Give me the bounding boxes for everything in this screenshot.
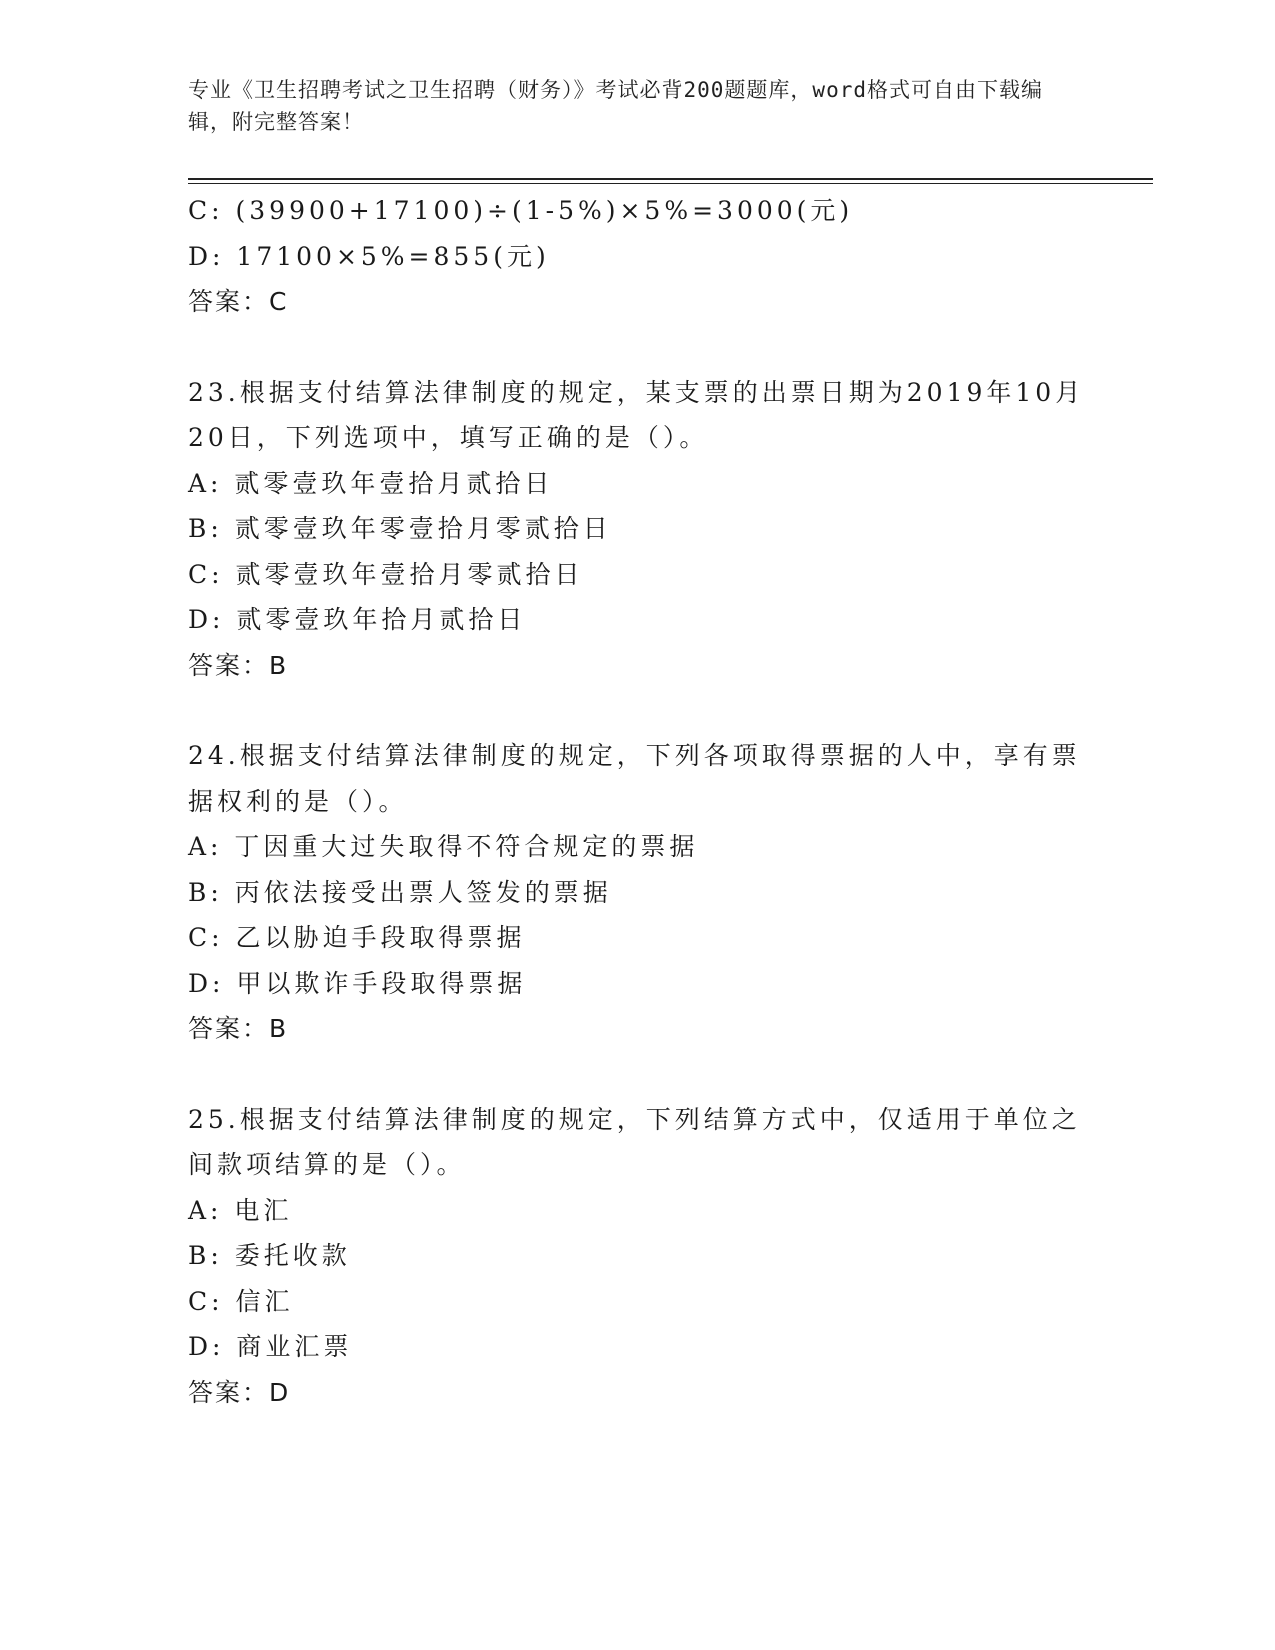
answer-line: 答案：B xyxy=(188,650,289,680)
option-b: B: 委托收款 xyxy=(188,1241,351,1270)
option-c: C: 贰零壹玖年壹拾月零贰拾日 xyxy=(188,559,584,589)
document-header: 专业《卫生招聘考试之卫生招聘（财务）》考试必背200题题库，word格式可自由下载编辑，附完整答案！ xyxy=(188,78,1043,134)
answer-line: 答案：C xyxy=(188,287,289,316)
option-c: C: 乙以胁迫手段取得票据 xyxy=(188,923,526,952)
option-a: A: 丁因重大过失取得不符合规定的票据 xyxy=(188,832,699,861)
question-text: 23.根据支付结算法律制度的规定，某支票的出票日期为2019年10月20日，下列选项中，填写正确的是（）。 xyxy=(188,377,1085,452)
continued-question xyxy=(188,188,1088,325)
option-d: D: 商业汇票 xyxy=(188,1332,353,1361)
question-text: 25.根据支付结算法律制度的规定，下列结算方式中，仅适用于单位之间款项结算的是（）。 xyxy=(188,1104,1081,1179)
question-24 xyxy=(188,733,1088,1052)
option-b: B: 贰零壹玖年零壹拾月零贰拾日 xyxy=(188,514,612,543)
spacer xyxy=(188,688,1088,733)
answer-line: 答案：D xyxy=(188,1377,291,1407)
answer-line: 答案：B xyxy=(188,1014,289,1043)
option-a: A: 贰零壹玖年壹拾月贰拾日 xyxy=(188,468,554,498)
option-a: A: 电汇 xyxy=(188,1195,293,1225)
option-d: D: 贰零壹玖年拾月贰拾日 xyxy=(188,605,527,634)
option-c: C: 信汇 xyxy=(188,1286,294,1316)
question-25 xyxy=(188,1097,1088,1416)
option-c: C: (39900+17100)÷(1-5%)×5%=3000(元) xyxy=(188,196,854,225)
option-d: D: 17100×5%=855(元) xyxy=(188,241,550,271)
option-d: D: 甲以欺诈手段取得票据 xyxy=(188,968,527,998)
header-rule-thin xyxy=(188,183,1153,184)
header-rule-thick xyxy=(188,178,1153,180)
option-b: B: 丙依法接受出票人签发的票据 xyxy=(188,877,612,907)
spacer xyxy=(188,325,1088,370)
question-text: 24.根据支付结算法律制度的规定，下列各项取得票据的人中，享有票据权利的是（）。 xyxy=(188,741,1081,816)
question-23 xyxy=(188,370,1088,689)
spacer xyxy=(188,1052,1088,1097)
document-body xyxy=(188,188,1088,1415)
